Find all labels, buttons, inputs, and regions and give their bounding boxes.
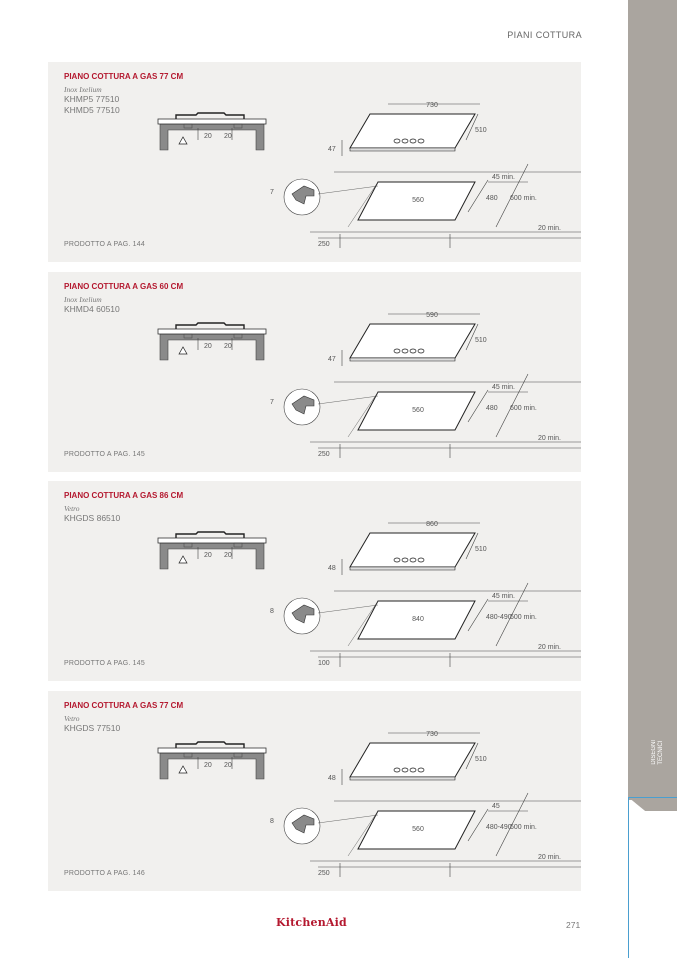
- hob-profile: [176, 323, 244, 329]
- material-label: Vetro: [64, 504, 80, 513]
- technical-drawing: [48, 62, 581, 262]
- dim-depth-label: 510: [475, 756, 487, 763]
- hob-perspective: [328, 102, 487, 156]
- edge-detail: [270, 389, 378, 425]
- detail-leader: [318, 396, 378, 404]
- dim-cut-depth-label: 480-490: [486, 614, 512, 621]
- dim-rear-label: 45 min.: [492, 174, 515, 181]
- dim-cut-depth-label: 480: [486, 195, 498, 202]
- hob-perspective: [328, 521, 487, 575]
- cutout-perspective: [310, 164, 581, 248]
- model-code: KHGDS 77510: [64, 723, 121, 733]
- side-rule-horizontal: [628, 797, 677, 798]
- dim-depth-label: 510: [475, 337, 487, 344]
- dim-width-label: 730: [426, 731, 438, 738]
- dim-rear-label: 45 min.: [492, 384, 515, 391]
- side-tab-label-line2: TECNICI: [658, 740, 664, 765]
- product-panel: [48, 272, 581, 472]
- dim-height-label: 48: [328, 775, 336, 782]
- dim-rear-label: 45: [492, 803, 500, 810]
- warning-icon: [179, 347, 187, 354]
- worktop-section: [158, 538, 266, 543]
- model-code: KHGDS 86510: [64, 513, 121, 523]
- dim-depth-label: 510: [475, 546, 487, 553]
- dim-rear-label: 45 min.: [492, 593, 515, 600]
- side-tab-notch: [628, 797, 677, 811]
- dim-height-label: 48: [328, 565, 336, 572]
- dim-cut-width-label: 840: [412, 616, 424, 623]
- detail-leader: [318, 605, 378, 613]
- dim-front-label: 20 min.: [538, 225, 561, 232]
- product-panel: [48, 62, 581, 262]
- model-code: KHMD5 77510: [64, 105, 120, 115]
- clearance-right-label: 20: [224, 552, 232, 559]
- page-number: 271: [566, 920, 581, 930]
- dim-edge-label: 8: [270, 818, 274, 825]
- clearance-left-label: 20: [204, 133, 212, 140]
- warning-icon: [179, 766, 187, 773]
- dim-side-label: 250: [318, 241, 330, 248]
- cabinet-section: [160, 543, 264, 569]
- dim-front-label: 20 min.: [538, 854, 561, 861]
- hob-edge: [350, 777, 455, 780]
- hob-edge: [350, 358, 455, 361]
- hob-perspective: [328, 312, 487, 366]
- dim-front-label: 20 min.: [538, 435, 561, 442]
- dim-height-label: 47: [328, 146, 336, 153]
- hob-profile: [176, 113, 244, 119]
- clearance-right-label: 20: [224, 762, 232, 769]
- edge-detail: [270, 598, 378, 634]
- dim-side-label: 100: [318, 660, 330, 667]
- cutout-perspective: [310, 583, 581, 667]
- material-label: Inox Ixelium: [64, 85, 102, 94]
- cabinet-section: [160, 124, 264, 150]
- panel-title: PIANO COTTURA A GAS 77 CM: [64, 72, 184, 81]
- edge-detail: [270, 808, 378, 844]
- warning-icon: [179, 556, 187, 563]
- dim-cut-width-label: 560: [412, 407, 424, 414]
- detail-leader: [318, 815, 378, 823]
- dim-total-depth-label: 600 min.: [510, 195, 537, 202]
- section-view: [158, 113, 266, 150]
- side-rule-vertical: [628, 797, 629, 958]
- worktop-section: [158, 329, 266, 334]
- clearance-right-label: 20: [224, 343, 232, 350]
- hob-edge: [350, 567, 455, 570]
- dim-width-label: 730: [426, 102, 438, 109]
- technical-drawing: [48, 691, 581, 891]
- dim-cut-width-label: 560: [412, 826, 424, 833]
- worktop-section: [158, 119, 266, 124]
- side-tab-label-line1: DISEGNI: [651, 740, 657, 765]
- clearance-left-label: 20: [204, 762, 212, 769]
- hob-edge: [350, 148, 455, 151]
- dim-height-label: 47: [328, 356, 336, 363]
- product-page-reference[interactable]: PRODOTTO A PAG. 145: [64, 451, 145, 458]
- clearance-right-label: 20: [224, 133, 232, 140]
- technical-drawing: [48, 272, 581, 472]
- section-view: [158, 742, 266, 779]
- dim-front-label: 20 min.: [538, 644, 561, 651]
- dim-total-depth-label: 600 min.: [510, 405, 537, 412]
- hob-profile: [176, 532, 244, 538]
- clearance-left-label: 20: [204, 343, 212, 350]
- dim-cut-depth-label: 480: [486, 405, 498, 412]
- side-tab-bar: [628, 0, 677, 800]
- model-code: KHMD4 60510: [64, 304, 120, 314]
- cabinet-section: [160, 753, 264, 779]
- panel-title: PIANO COTTURA A GAS 86 CM: [64, 491, 184, 500]
- product-page-reference[interactable]: PRODOTTO A PAG. 145: [64, 660, 145, 667]
- edge-detail: [270, 179, 378, 215]
- section-view: [158, 323, 266, 360]
- dim-edge-label: 8: [270, 608, 274, 615]
- dim-side-label: 250: [318, 451, 330, 458]
- dim-cut-width-label: 560: [412, 197, 424, 204]
- dim-width-label: 590: [426, 312, 438, 319]
- dim-edge-label: 7: [270, 399, 274, 406]
- material-label: Inox Ixelium: [64, 295, 102, 304]
- brand-logo: KitchenAid: [276, 916, 347, 929]
- clearance-left-label: 20: [204, 552, 212, 559]
- cabinet-section: [160, 334, 264, 360]
- warning-icon: [179, 137, 187, 144]
- hob-perspective: [328, 731, 487, 785]
- cutout-perspective: [310, 374, 581, 458]
- hob-profile: [176, 742, 244, 748]
- dim-side-label: 250: [318, 870, 330, 877]
- material-label: Vetro: [64, 714, 80, 723]
- worktop-section: [158, 748, 266, 753]
- panel-title: PIANO COTTURA A GAS 60 CM: [64, 282, 184, 291]
- detail-leader: [318, 186, 378, 194]
- section-header: PIANI COTTURA: [507, 30, 582, 40]
- cutout-perspective: [310, 793, 581, 877]
- dim-total-depth-label: 600 min.: [510, 614, 537, 621]
- dim-total-depth-label: 600 min.: [510, 824, 537, 831]
- technical-drawing: [48, 481, 581, 681]
- panel-title: PIANO COTTURA A GAS 77 CM: [64, 701, 184, 710]
- section-view: [158, 532, 266, 569]
- side-tab-label[interactable]: [651, 740, 665, 765]
- dim-edge-label: 7: [270, 189, 274, 196]
- dim-width-label: 860: [426, 521, 438, 528]
- model-code: KHMP5 77510: [64, 94, 120, 104]
- product-panel: [48, 481, 581, 681]
- dim-depth-label: 510: [475, 127, 487, 134]
- product-page-reference[interactable]: PRODOTTO A PAG. 144: [64, 241, 145, 248]
- product-page-reference[interactable]: PRODOTTO A PAG. 146: [64, 870, 145, 877]
- product-panel: [48, 691, 581, 891]
- dim-cut-depth-label: 480-490: [486, 824, 512, 831]
